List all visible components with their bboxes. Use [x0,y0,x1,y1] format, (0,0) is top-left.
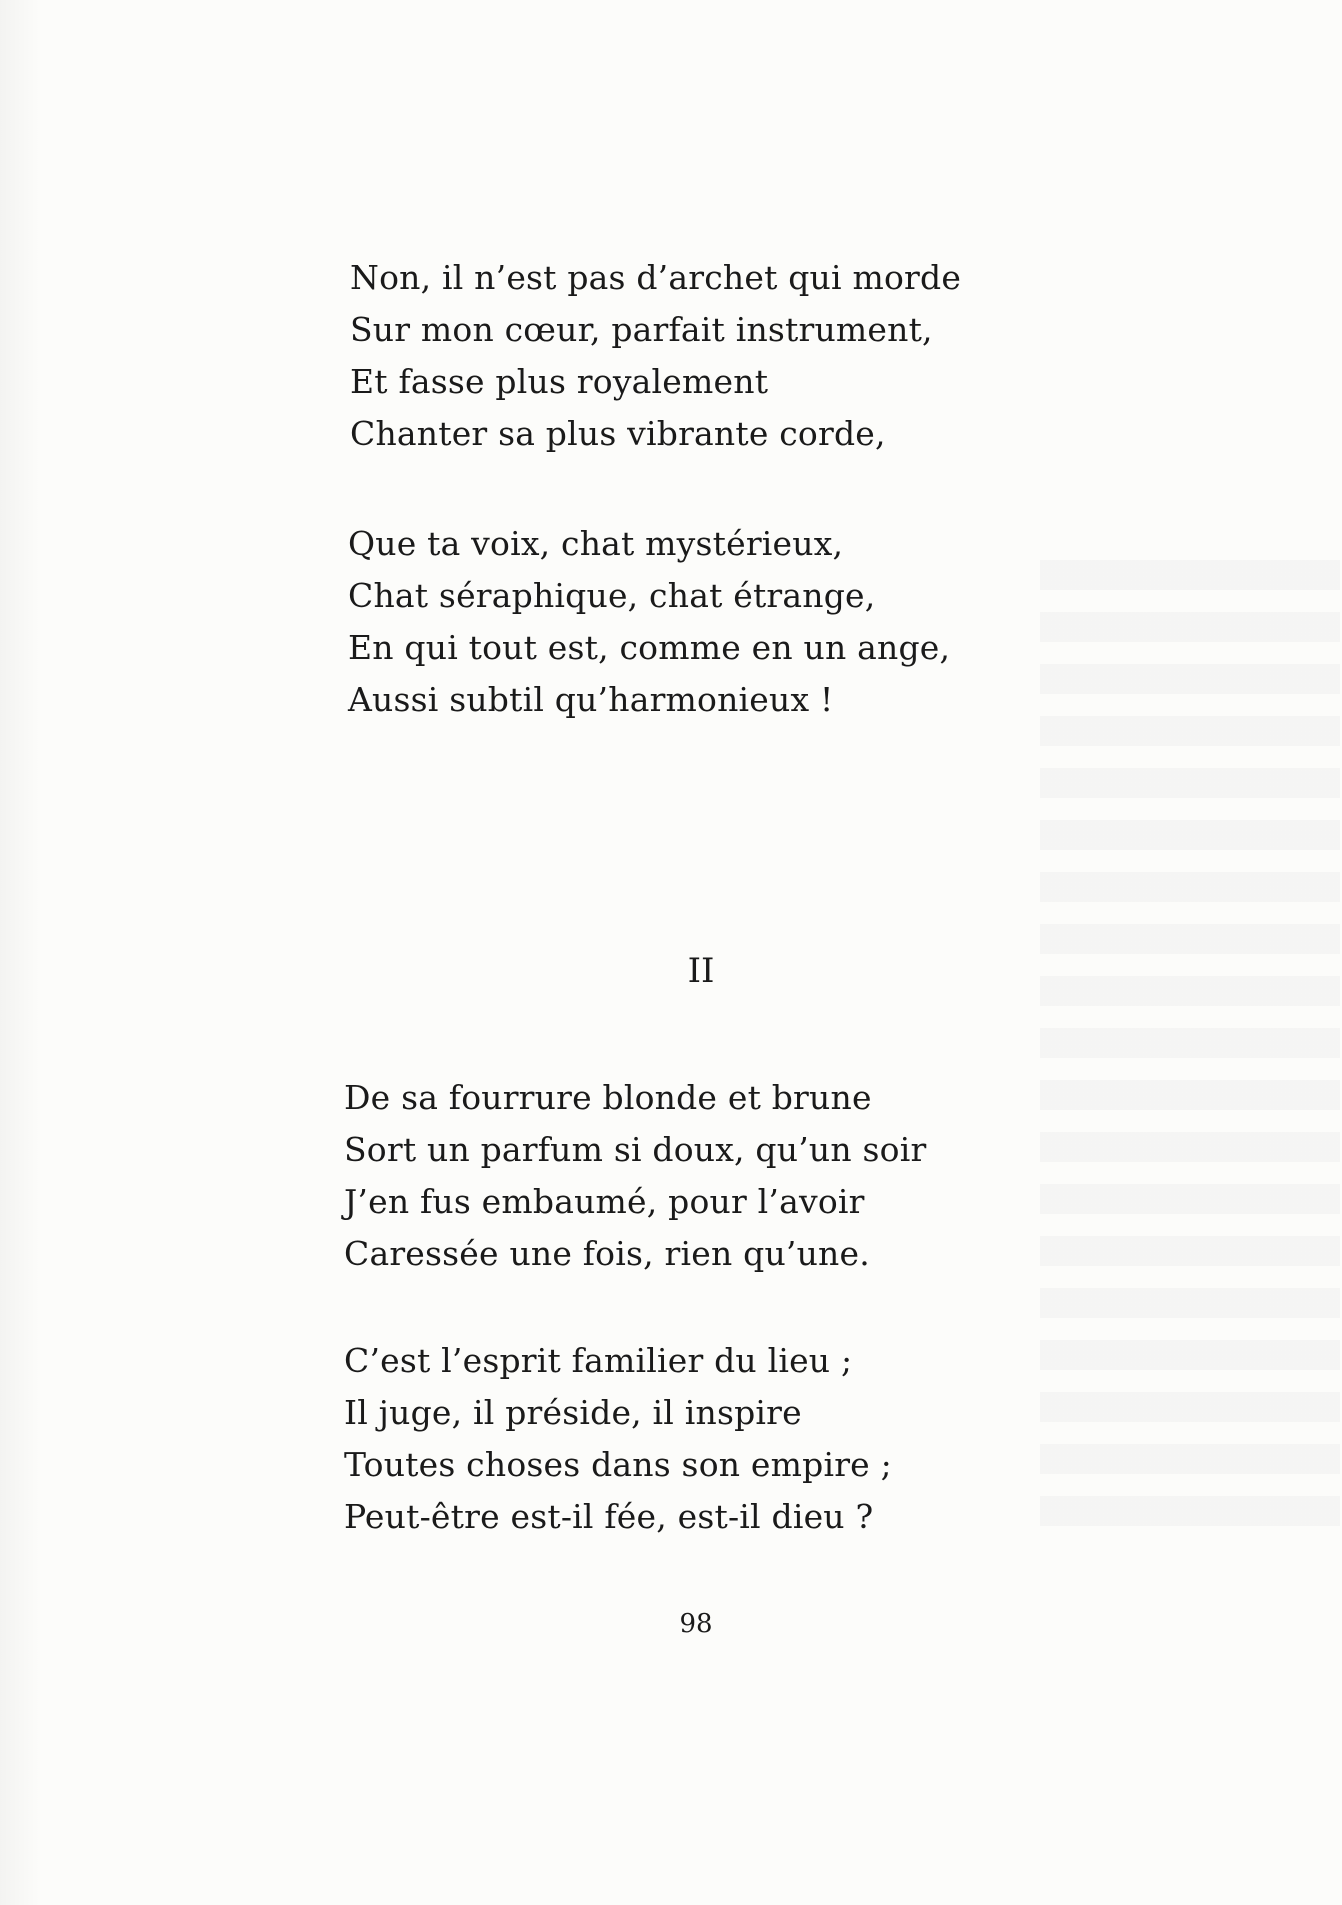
verse-line: Non, il n’est pas d’archet qui morde [350,258,962,297]
stanza [344,1335,892,1543]
verse-line: En qui tout est, comme en un ange, [348,628,951,667]
verse-line: Sort un parfum si doux, qu’un soir [344,1130,927,1169]
verse-line: J’en fus embaumé, pour l’avoir [344,1182,865,1221]
bleed-through-shadow [1040,560,1340,1540]
verse-line: De sa fourrure blonde et brune [344,1078,872,1117]
stanza [344,1072,926,1280]
section-numeral: II [687,951,715,991]
verse-line: Chanter sa plus vibrante corde, [350,414,886,453]
stanza [348,518,950,726]
stanza [350,252,961,460]
verse-line: Aussi subtil qu’harmonieux ! [348,680,834,719]
verse-line: Et fasse plus royalement [350,362,769,401]
page-number: 98 [679,1609,713,1639]
verse-line: Caressée une fois, rien qu’une. [344,1234,870,1273]
verse-line: Que ta voix, chat mystérieux, [348,524,844,563]
verse-line: Chat séraphique, chat étrange, [348,576,876,615]
verse-line: Peut-être est-il fée, est-il dieu ? [344,1497,874,1536]
verse-line: Sur mon cœur, parfait instrument, [350,310,933,349]
verse-line: Toutes choses dans son empire ; [344,1445,892,1484]
verse-line: Il juge, il préside, il inspire [344,1393,802,1432]
verse-line: C’est l’esprit familier du lieu ; [344,1341,853,1380]
